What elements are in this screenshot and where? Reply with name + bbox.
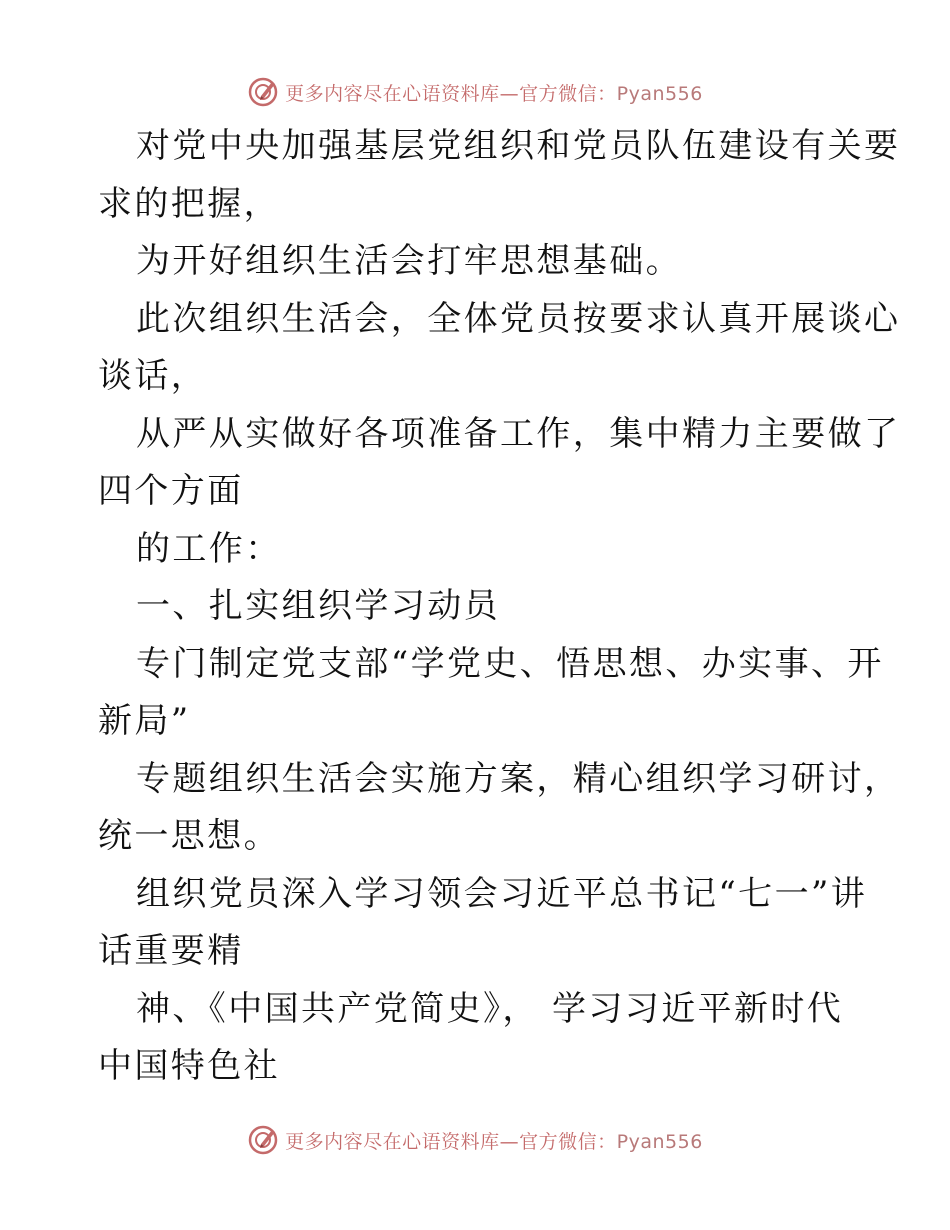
text-line: 中国特色社 xyxy=(98,1046,280,1086)
pen-seal-logo-icon xyxy=(247,1124,279,1156)
watermark-text: 更多内容尽在心语资料库—官方微信：Pyan556 xyxy=(285,82,703,105)
text-line: 组织党员深入学习领会习近平总书记“七一”讲 xyxy=(136,873,868,914)
text-line: 统一思想。 xyxy=(98,816,280,856)
text-line: 谈话， xyxy=(98,356,208,396)
watermark-footer xyxy=(0,1120,950,1160)
text-line: 此次组织生活会，全体党员按要求认真开展谈心 xyxy=(136,298,901,339)
text-line: 新局” xyxy=(98,701,191,741)
pen-seal-logo-icon xyxy=(247,76,279,108)
text-line: 对党中央加强基层党组织和党员队伍建设有关要 xyxy=(136,126,901,166)
document-body xyxy=(98,118,901,1096)
text-line: 的工作： xyxy=(136,528,282,569)
text-line: 求的把握， xyxy=(98,183,280,224)
text-line: 专门制定党支部“学党史、悟思想、办实事、开 xyxy=(136,643,884,684)
text-line: 四个方面 xyxy=(98,471,244,511)
text-line: 从严从实做好各项准备工作，集中精力主要做了 xyxy=(136,413,901,454)
watermark-header xyxy=(0,72,950,112)
text-line: 话重要精 xyxy=(98,931,244,971)
text-line: 为开好组织生活会打牢思想基础。 xyxy=(136,241,682,281)
section-heading: 一、扎实组织学习动员 xyxy=(136,586,500,626)
text-line: 神、《中国共产党简史》， 学习习近平新时代 xyxy=(136,988,844,1029)
text-line: 专题组织生活会实施方案，精心组织学习研讨， xyxy=(136,758,901,799)
watermark-text: 更多内容尽在心语资料库—官方微信：Pyan556 xyxy=(285,1130,703,1153)
